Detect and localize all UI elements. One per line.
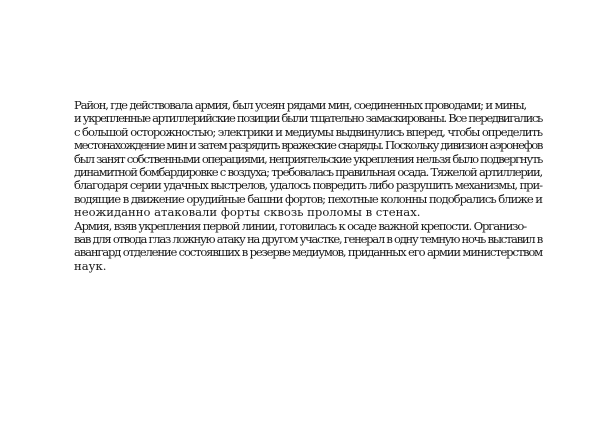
- text-line: местонахождение мин и затем разрядить вражеские снаряды. Поскольку дивизион аэронефов: [74, 138, 542, 153]
- text-line: неожиданно атаковали форты сквозь проломы в стенах.: [74, 205, 421, 220]
- text-line: водящие в движение орудийные башни фортов; пехотные колонны подобрались ближе и: [74, 191, 542, 206]
- body-text: [58, 99, 542, 273]
- text-line: благодаря серии удачных выстрелов, удалось повредить либо разрушить механизмы, при-: [74, 178, 542, 193]
- text-line: Район, где действовала армия, был усеян рядами мин, соединенных проводами; и мины,: [74, 98, 526, 112]
- text-line: Армия, взяв укрепления первой линии, готовилась к осаде важной крепости. Организо-: [74, 218, 526, 233]
- text-line: наук.: [74, 258, 107, 273]
- text-line: был занят собственными операциями, неприятельские укрепления нельзя было подвергнуть: [74, 151, 542, 166]
- paragraph-1: [58, 99, 542, 220]
- text-line: авангард отделение состоявших в резерве медиумов, приданных его армии министерством: [74, 245, 542, 260]
- text-line: вав для отвода глаз ложную атаку на другом участке, генерал в одну темную ночь выставил в: [74, 232, 542, 247]
- paragraph-2: [58, 220, 542, 274]
- text-line: с большой осторожностью; электрики и медиумы выдвинулись вперед, чтобы определить: [74, 124, 542, 139]
- text-line: и укрепленные артиллерийские позиции были тщательно замаскированы. Все передвигались: [74, 111, 542, 126]
- text-line: динамитной бомбардировке с воздуха; требовалась правильная осада. Тяжелой артиллерии,: [74, 165, 542, 180]
